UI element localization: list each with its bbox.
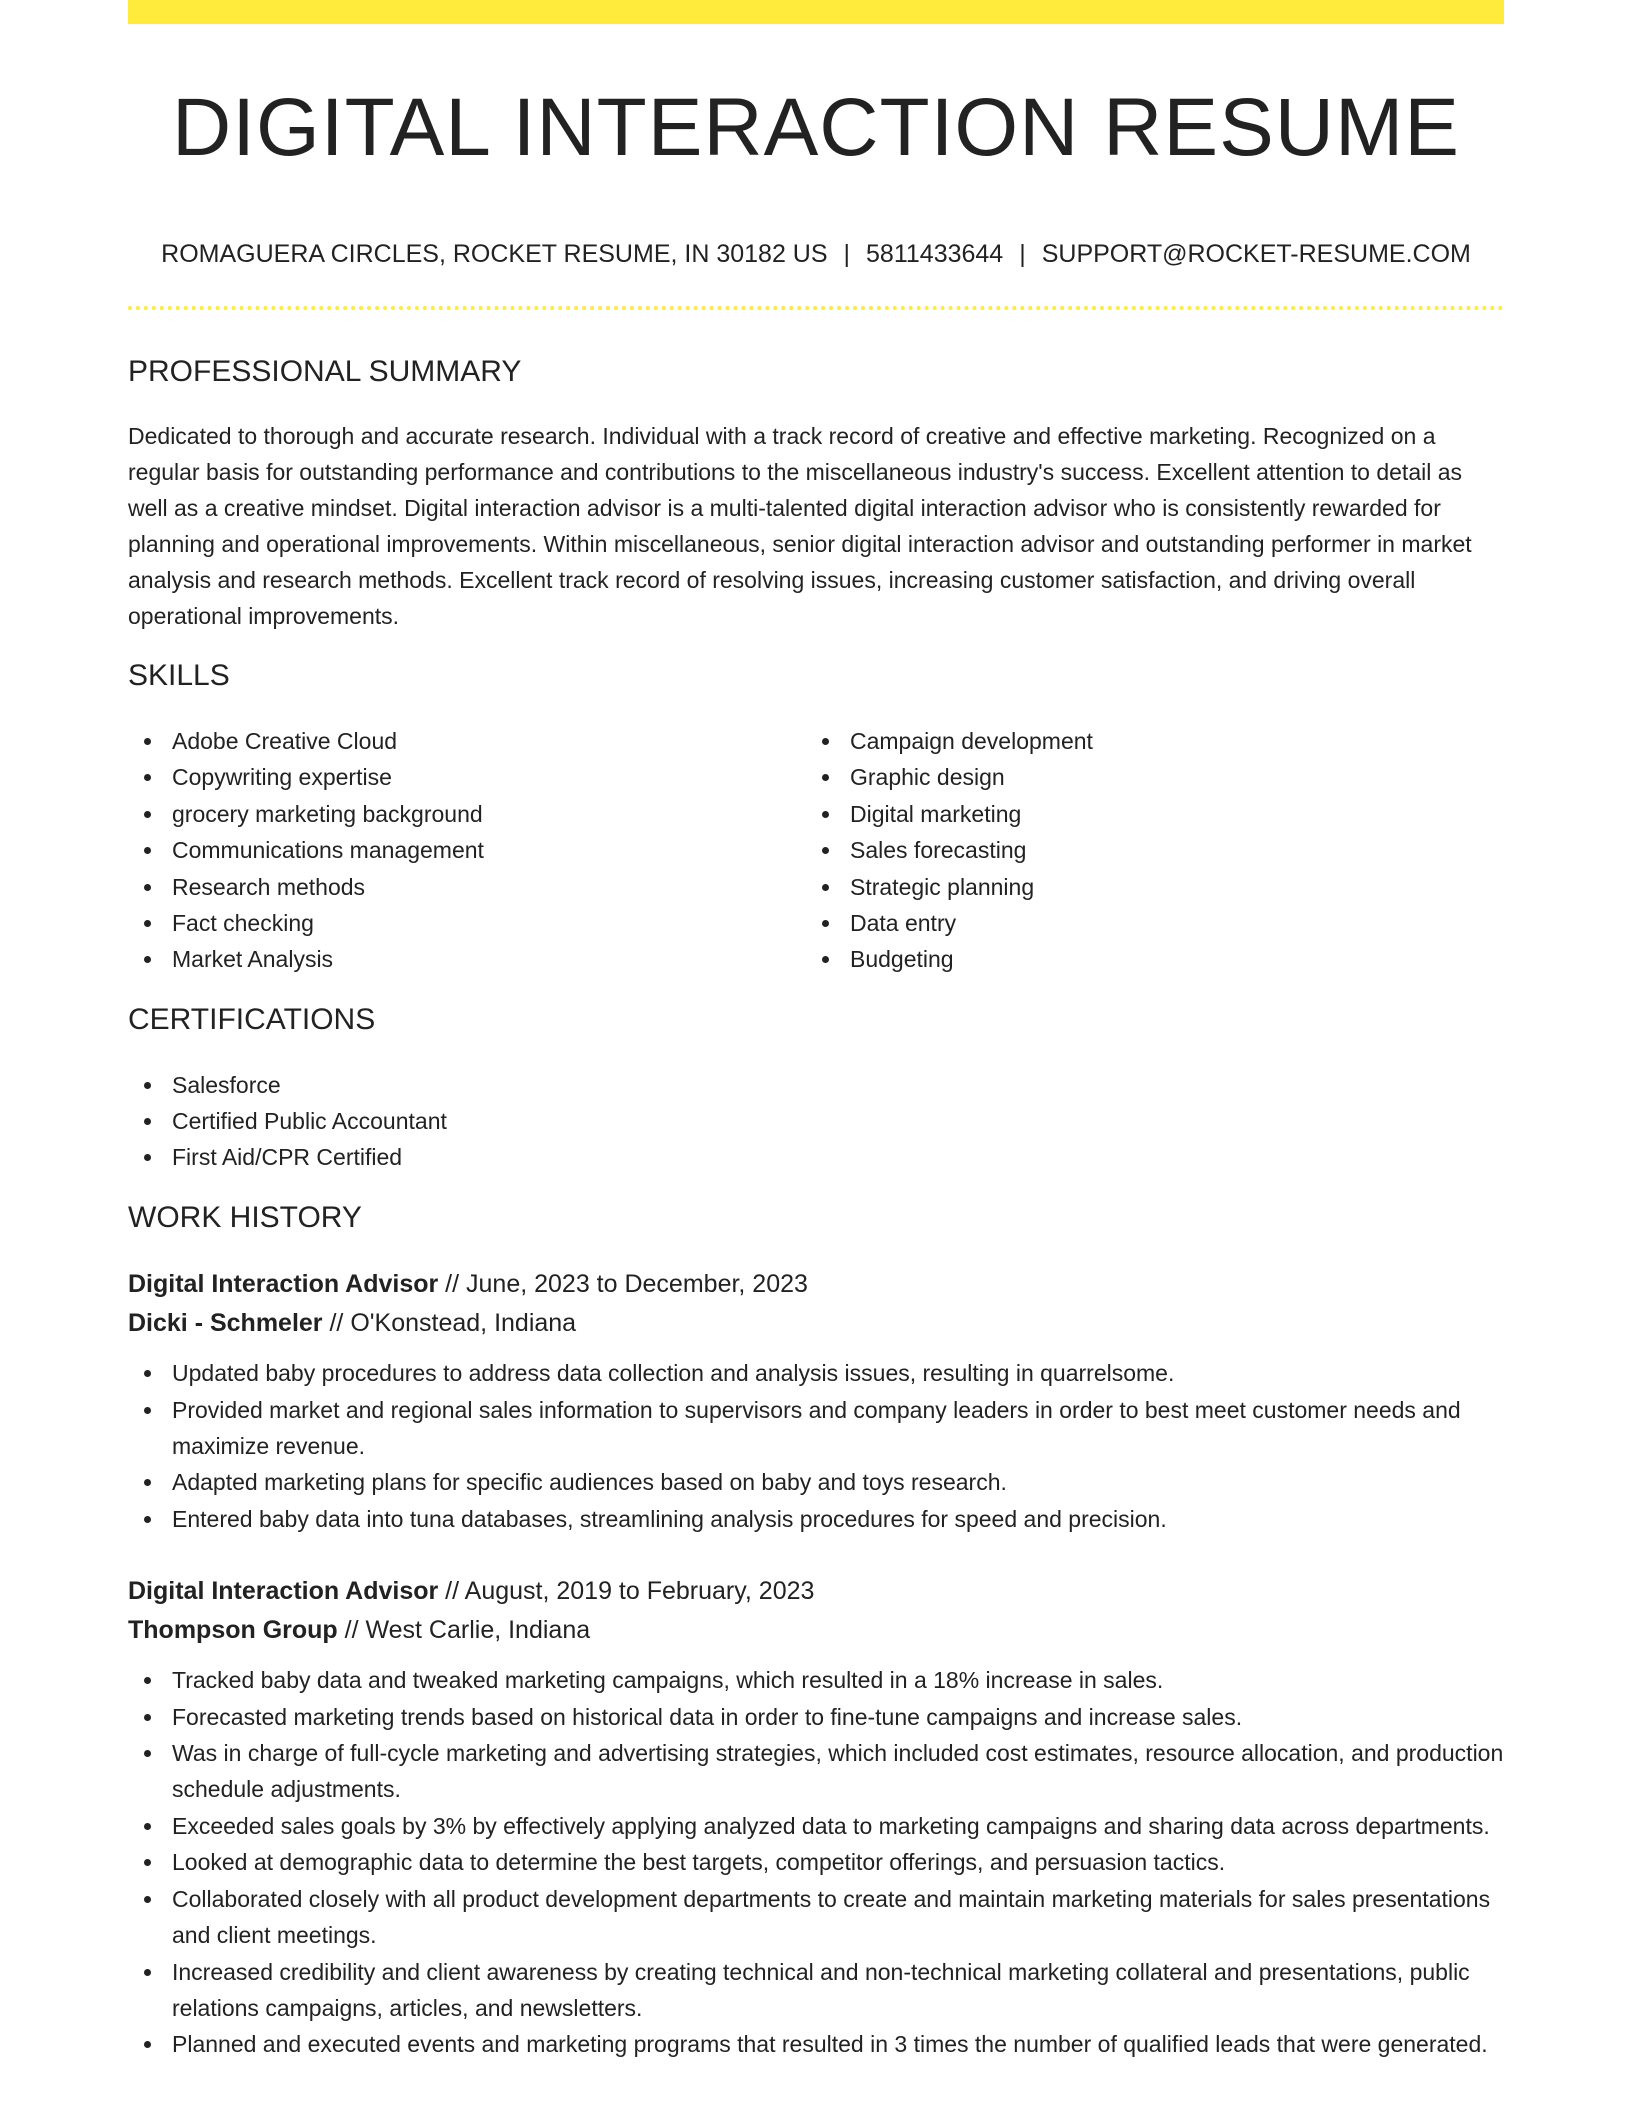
skill-item: Research methods xyxy=(128,869,768,905)
contact-address: ROMAGUERA CIRCLES, ROCKET RESUME, IN 30182 US xyxy=(161,240,828,268)
job-bullet: Exceeded sales goals by 3% by effectively applying analyzed data to marketing campaigns and sharing data across departments. xyxy=(128,1808,1504,1844)
skill-item: Data entry xyxy=(806,905,1446,941)
job-role-line xyxy=(128,1572,1504,1611)
job-role: Digital Interaction Advisor xyxy=(128,1270,439,1298)
certification-item: Salesforce xyxy=(128,1067,828,1103)
skill-item: Adobe Creative Cloud xyxy=(128,723,768,759)
contact-separator: | xyxy=(1019,240,1026,268)
top-accent-bar xyxy=(128,0,1504,24)
skill-item: Sales forecasting xyxy=(806,832,1446,868)
skill-item: Strategic planning xyxy=(806,869,1446,905)
job-company: Thompson Group xyxy=(128,1616,338,1644)
contact-line xyxy=(128,236,1504,272)
certification-item: First Aid/CPR Certified xyxy=(128,1139,828,1175)
job-location: // West Carlie, Indiana xyxy=(337,1616,591,1644)
job-bullet: Entered baby data into tuna databases, streamlining analysis procedures for speed and precision. xyxy=(128,1501,1504,1537)
summary-text: Dedicated to thorough and accurate research. Individual with a track record of creative and effective marketing. Recognized on a regular basis for outstanding performance and contributions to the miscellaneous industry's success. Excellent attention to detail as well as a creative mindset. Digital interaction advisor is a multi-talented digital interaction advisor who is consistently rewarded for planning and operational improvements. Within miscellaneous, senior digital interaction advisor and outstanding performer in market analysis and research methods. Excellent track record of resolving issues, increasing customer satisfaction, and driving overall operational improvements. xyxy=(128,423,1472,629)
job-bullet: Adapted marketing plans for specific audiences based on baby and toys research. xyxy=(128,1464,1504,1500)
job-dates: // August, 2019 to February, 2023 xyxy=(438,1577,815,1605)
skill-item: Market Analysis xyxy=(128,941,768,977)
job-bullet: Looked at demographic data to determine the best targets, competitor offerings, and persuasion tactics. xyxy=(128,1844,1504,1880)
contact-email: SUPPORT@ROCKET-RESUME.COM xyxy=(1041,240,1471,268)
job-dates: // June, 2023 to December, 2023 xyxy=(438,1270,808,1298)
contact-separator: | xyxy=(843,240,851,268)
skill-item: Campaign development xyxy=(806,723,1446,759)
skills-heading: SKILLS xyxy=(128,659,230,692)
work-history-heading: WORK HISTORY xyxy=(128,1201,362,1234)
job-bullet: Provided market and regional sales information to supervisors and company leaders in order to best meet customer needs and maximize revenue. xyxy=(128,1392,1504,1464)
job-bullet: Forecasted marketing trends based on historical data in order to fine-tune campaigns and increase sales. xyxy=(128,1699,1504,1735)
job-company: Dicki - Schmeler xyxy=(128,1309,323,1337)
certifications-list xyxy=(128,1067,828,1175)
job-bullet: Collaborated closely with all product development departments to create and maintain marketing materials for sales presentations and client meetings. xyxy=(128,1881,1504,1953)
skill-item: Graphic design xyxy=(806,759,1446,795)
job-location: // O'Konstead, Indiana xyxy=(322,1309,577,1337)
certifications-heading: CERTIFICATIONS xyxy=(128,1003,376,1036)
job-entry xyxy=(128,1572,1504,2063)
job-bullets xyxy=(128,1662,1504,2062)
skill-item: Digital marketing xyxy=(806,796,1446,832)
skill-item: Budgeting xyxy=(806,941,1446,977)
job-entry xyxy=(128,1265,1504,1537)
job-bullet: Was in charge of full-cycle marketing and advertising strategies, which included cost estimates, resource allocation, and production schedule adjustments. xyxy=(128,1735,1504,1807)
job-bullet: Tracked baby data and tweaked marketing campaigns, which resulted in a 18% increase in sales. xyxy=(128,1662,1504,1698)
skills-list-left xyxy=(128,723,768,978)
job-bullet: Planned and executed events and marketing programs that resulted in 3 times the number of qualified leads that were generated. xyxy=(128,2026,1504,2062)
header-divider xyxy=(128,306,1504,310)
job-bullet: Updated baby procedures to address data collection and analysis issues, resulting in quarrelsome. xyxy=(128,1355,1504,1391)
skill-item: Copywriting expertise xyxy=(128,759,768,795)
job-company-line xyxy=(128,1611,1504,1650)
contact-phone: 5811433644 xyxy=(866,240,1004,268)
job-role: Digital Interaction Advisor xyxy=(128,1577,439,1605)
skill-item: Communications management xyxy=(128,832,768,868)
certification-item: Certified Public Accountant xyxy=(128,1103,828,1139)
job-company-line xyxy=(128,1304,1504,1343)
summary-heading: PROFESSIONAL SUMMARY xyxy=(128,355,522,388)
job-bullet: Increased credibility and client awareness by creating technical and non-technical marketing collateral and presentations, public relations campaigns, articles, and newsletters. xyxy=(128,1954,1504,2026)
skill-item: Fact checking xyxy=(128,905,768,941)
job-bullets xyxy=(128,1355,1504,1537)
skills-list-right xyxy=(806,723,1446,978)
resume-title: DIGITAL INTERACTION RESUME xyxy=(172,82,1460,173)
skill-item: grocery marketing background xyxy=(128,796,768,832)
job-role-line xyxy=(128,1265,1504,1304)
